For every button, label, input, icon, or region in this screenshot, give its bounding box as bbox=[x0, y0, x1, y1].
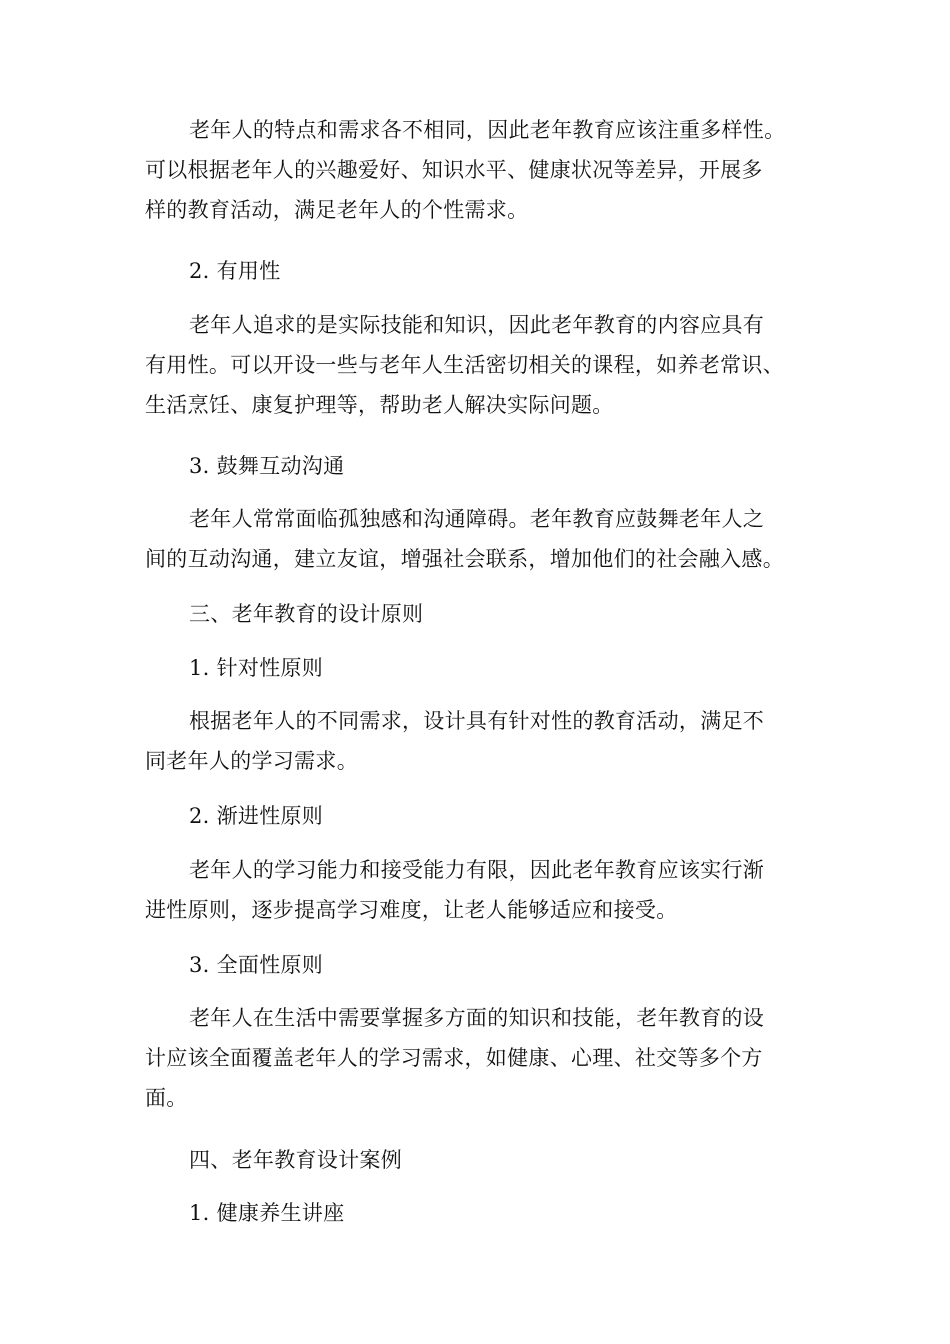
text-line: 老年人追求的是实际技能和知识，因此老年教育的内容应具有 bbox=[189, 313, 765, 337]
heading-comprehensive-principle bbox=[145, 945, 815, 985]
text-line: 老年人的学习能力和接受能力有限，因此老年教育应该实行渐 bbox=[189, 858, 765, 882]
heading-text: 2. 有用性 bbox=[189, 259, 281, 283]
paragraph-usefulness bbox=[145, 305, 815, 425]
heading-text: 3. 鼓舞互动沟通 bbox=[189, 454, 345, 478]
text-line: 老年人的特点和需求各不相同，因此老年教育应该注重多样性。 bbox=[189, 118, 786, 142]
text-line: 根据老年人的不同需求，设计具有针对性的教育活动，满足不 bbox=[189, 709, 765, 733]
text-line: 可以根据老年人的兴趣爱好、知识水平、健康状况等差异，开展多 bbox=[145, 158, 763, 182]
heading-progressive-principle bbox=[145, 796, 815, 836]
paragraph-targeted-principle bbox=[145, 701, 815, 781]
paragraph-interaction bbox=[145, 499, 815, 579]
heading-text: 2. 渐进性原则 bbox=[189, 804, 324, 828]
text-line: 进性原则，逐步提高学习难度，让老人能够适应和接受。 bbox=[145, 898, 678, 922]
text-line: 计应该全面覆盖老年人的学习需求，如健康、心理、社交等多个方 bbox=[145, 1046, 763, 1070]
text-line: 样的教育活动，满足老年人的个性需求。 bbox=[145, 198, 529, 222]
heading-text: 四、老年教育设计案例 bbox=[189, 1148, 402, 1172]
text-line: 生活烹饪、康复护理等，帮助老人解决实际问题。 bbox=[145, 393, 614, 417]
text-line: 间的互动沟通，建立友谊，增强社会联系，增加他们的社会融入感。 bbox=[145, 547, 784, 571]
text-line: 老年人在生活中需要掌握多方面的知识和技能，老年教育的设 bbox=[189, 1006, 765, 1030]
heading-text: 三、老年教育的设计原则 bbox=[189, 602, 424, 626]
text-line: 面。 bbox=[145, 1086, 188, 1110]
text-line: 老年人常常面临孤独感和沟通障碍。老年教育应鼓舞老年人之 bbox=[189, 507, 765, 531]
heading-usefulness bbox=[145, 251, 815, 291]
section-heading-design-principles bbox=[145, 594, 815, 634]
heading-interaction bbox=[145, 446, 815, 486]
section-heading-design-cases bbox=[145, 1140, 815, 1180]
text-line: 同老年人的学习需求。 bbox=[145, 749, 358, 773]
heading-text: 1. 健康养生讲座 bbox=[189, 1201, 345, 1225]
heading-text: 3. 全面性原则 bbox=[189, 953, 324, 977]
text-line: 有用性。可以开设一些与老年人生活密切相关的课程，如养老常识、 bbox=[145, 353, 784, 377]
heading-targeted-principle bbox=[145, 648, 815, 688]
paragraph-diversity bbox=[145, 110, 815, 230]
heading-text: 1. 针对性原则 bbox=[189, 656, 324, 680]
heading-health-lecture bbox=[145, 1193, 815, 1233]
paragraph-progressive-principle bbox=[145, 850, 815, 930]
paragraph-comprehensive-principle bbox=[145, 998, 815, 1118]
